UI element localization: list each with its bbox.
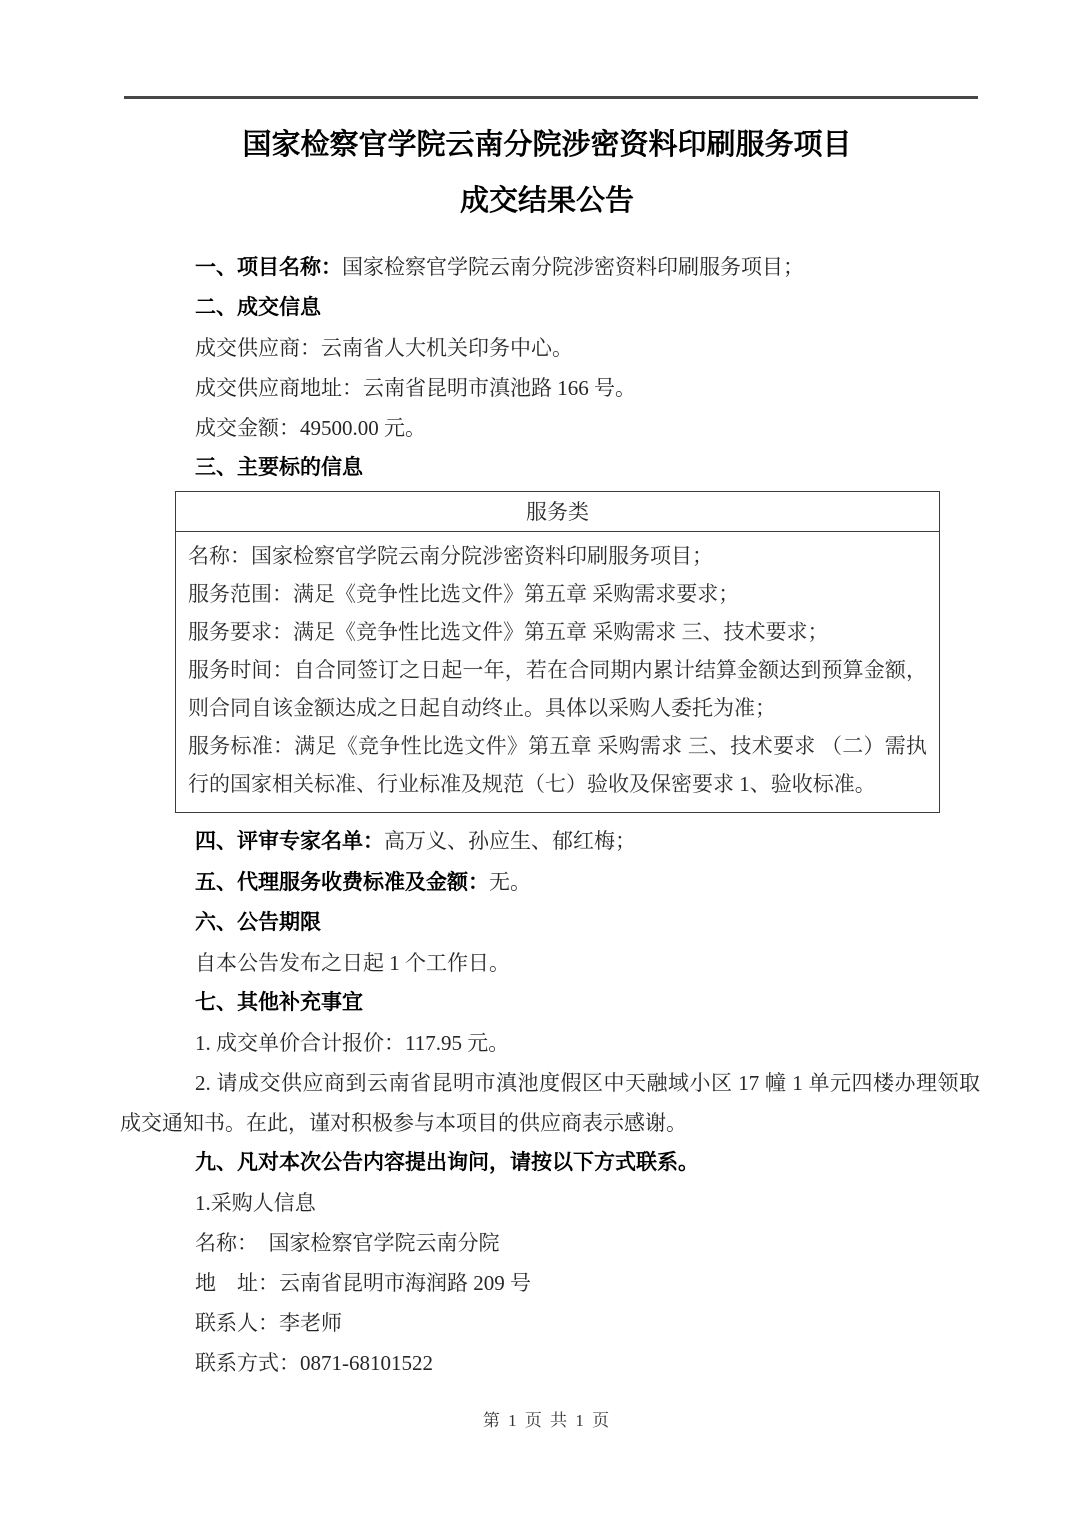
notice-period-text: 自本公告发布之日起 1 个工作日。 <box>195 951 510 975</box>
document-title: 国家检察官学院云南分院涉密资料印刷服务项目 <box>242 129 852 161</box>
section-contact-heading: 九、凡对本次公告内容提出询问，请按以下方式联系。 <box>195 1151 699 1174</box>
contact-purchaser-heading: 1.采购人信息 <box>195 1191 316 1215</box>
section-agency-fee-label: 五、代理服务收费标准及金额： <box>195 871 489 894</box>
document-body <box>120 247 980 1383</box>
header-rule <box>124 96 978 99</box>
section-other-matters-heading: 七、其他补充事宜 <box>195 991 363 1014</box>
table-header-service-category: 服务类 <box>176 492 939 532</box>
table-row-service-time: 服务时间：自合同签订之日起一年，若在合同期内累计结算金额达到预算金额，则合同自该金额达成之日起自动终止。具体以采购人委托为准； <box>188 658 927 720</box>
award-supplier-address-line: 成交供应商地址：云南省昆明市滇池路 166 号。 <box>195 376 636 400</box>
section-experts-label: 四、评审专家名单： <box>195 830 384 853</box>
section-agency-fee-text: 无。 <box>489 870 531 894</box>
table-body <box>176 532 939 812</box>
subject-matter-table <box>175 491 940 813</box>
table-row-name: 名称：国家检察官学院云南分院涉密资料印刷服务项目； <box>188 544 713 568</box>
other-matters-item-2: 2. 请成交供应商到云南省昆明市滇池度假区中天融域小区 17 幢 1 单元四楼办理领取成交通知书。在此，谨对积极参与本项目的供应商表示感谢。 <box>120 1071 980 1135</box>
section-subject-info-heading: 三、主要标的信息 <box>195 456 363 479</box>
table-row-service-scope: 服务范围：满足《竞争性比选文件》第五章 采购需求要求； <box>188 582 740 606</box>
other-matters-item-1: 1. 成交单价合计报价：117.95 元。 <box>195 1031 510 1055</box>
page-number: 第 1 页 共 1 页 <box>482 1411 612 1430</box>
section-experts-text: 高万义、孙应生、郁红梅； <box>384 829 636 853</box>
section-experts <box>120 821 980 862</box>
table-row-service-standard: 服务标准：满足《竞争性比选文件》第五章 采购需求 三、技术要求 （二）需执行的国家相关标准、行业标准及规范（七）验收及保密要求 1、验收标准。 <box>188 734 927 796</box>
contact-address-line: 地 址：云南省昆明市海润路 209 号 <box>195 1271 531 1295</box>
section-notice-period-heading: 六、公告期限 <box>195 911 321 934</box>
section-agency-fee <box>120 862 980 903</box>
table-row-service-requirement: 服务要求：满足《竞争性比选文件》第五章 采购需求 三、技术要求； <box>188 620 829 644</box>
section-project-name <box>120 247 980 288</box>
award-amount-line: 成交金额：49500.00 元。 <box>195 416 426 440</box>
title-block <box>107 126 987 220</box>
section-award-info-heading: 二、成交信息 <box>195 296 321 319</box>
contact-phone-line: 联系方式：0871-68101522 <box>195 1351 433 1375</box>
contact-name-line: 名称： 国家检察官学院云南分院 <box>195 1231 500 1255</box>
award-supplier-line: 成交供应商：云南省人大机关印务中心。 <box>195 336 573 360</box>
document-subtitle: 成交结果公告 <box>459 185 634 217</box>
section-project-name-text: 国家检察官学院云南分院涉密资料印刷服务项目； <box>342 255 804 279</box>
contact-person-line: 联系人：李老师 <box>195 1311 342 1335</box>
section-project-name-label: 一、项目名称： <box>195 256 342 279</box>
